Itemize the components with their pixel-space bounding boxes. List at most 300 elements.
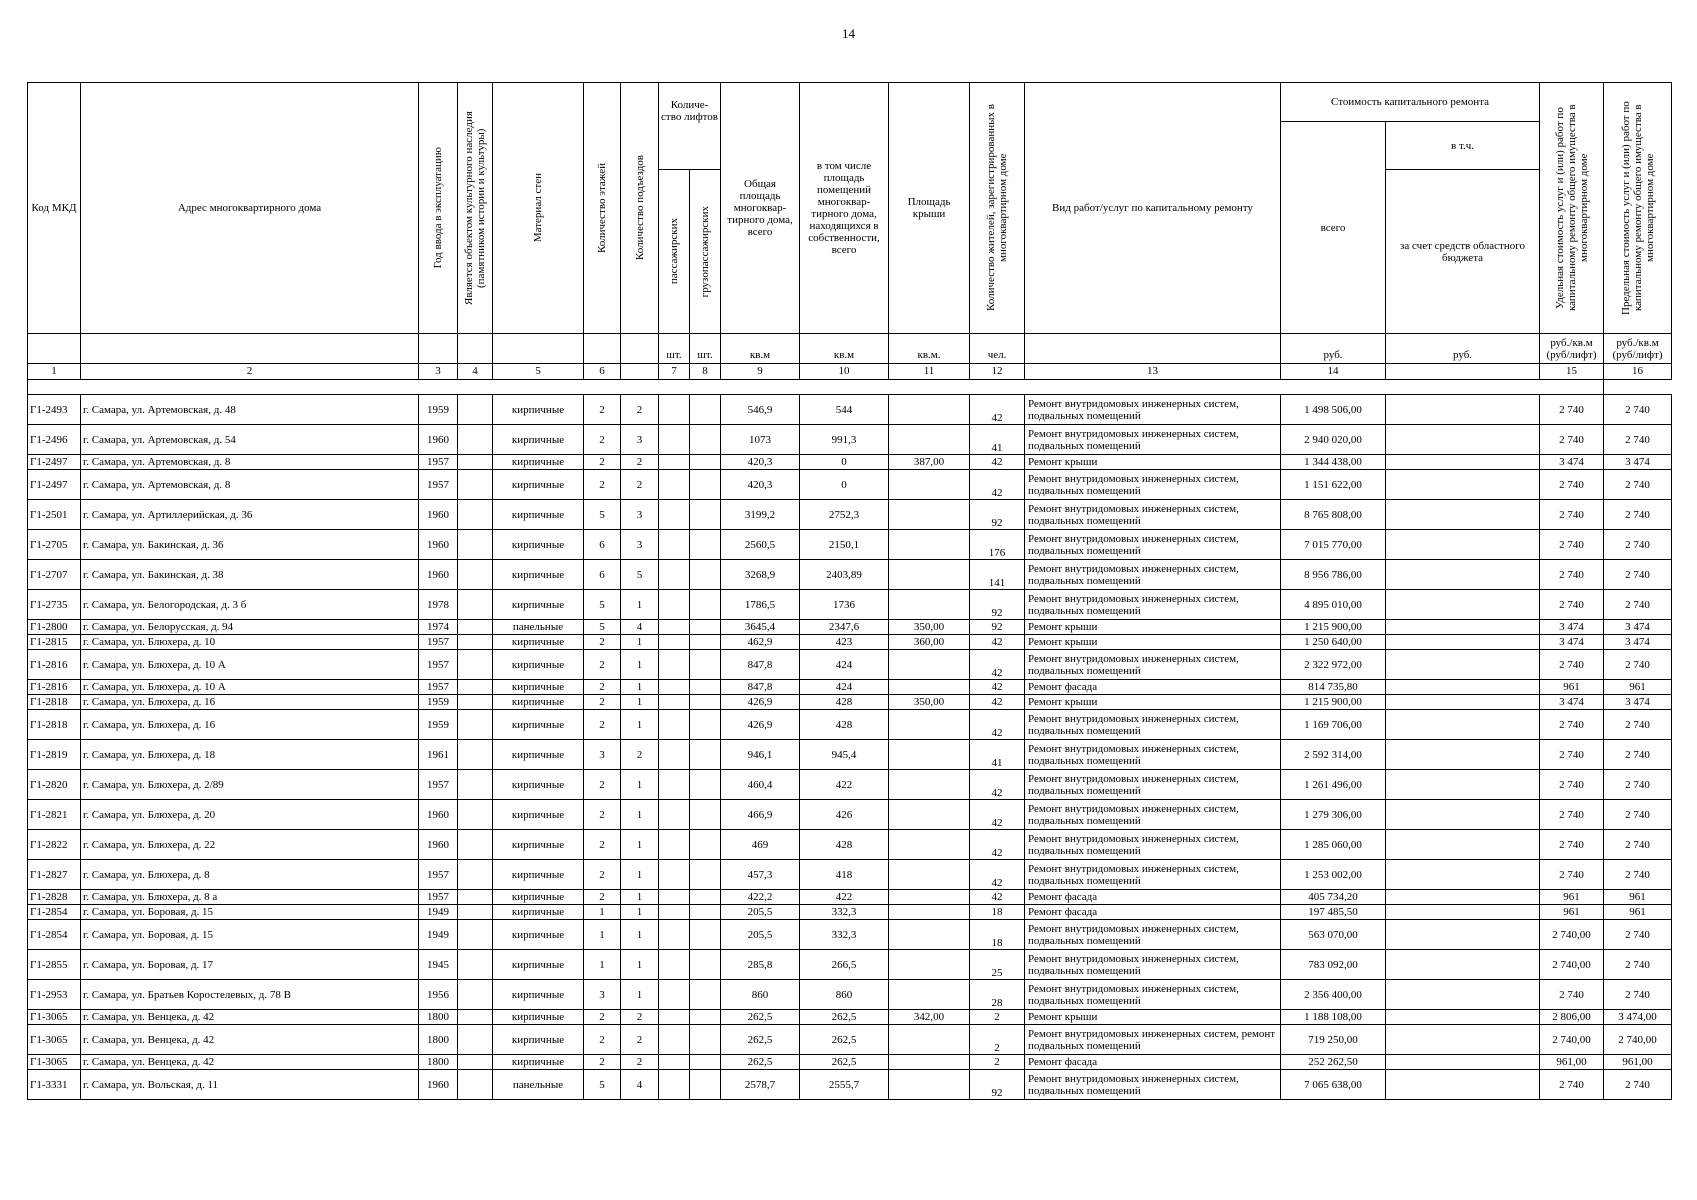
cell-address: г. Самара, ул. Бакинская, д. 38 (81, 560, 419, 590)
cell-year: 1957 (419, 890, 458, 905)
cell-entrances: 2 (621, 1025, 659, 1055)
cell-area-owned: 422 (800, 890, 889, 905)
cell-area-owned: 2347,6 (800, 620, 889, 635)
cell-unit-cost: 961 (1540, 905, 1604, 920)
cell-area-owned: 266,5 (800, 950, 889, 980)
cell-residents: 42 (970, 890, 1025, 905)
repair-register-table (27, 82, 1672, 1100)
cell-area-total: 460,4 (721, 770, 800, 800)
cell-area-total: 466,9 (721, 800, 800, 830)
cell-heritage (458, 530, 493, 560)
cell-unit-cost: 2 740,00 (1540, 1025, 1604, 1055)
cell-residents: 2 (970, 1010, 1025, 1025)
cell-cost-regional (1386, 635, 1540, 650)
cell-limit-cost: 961,00 (1604, 1055, 1672, 1070)
cell-cost-regional (1386, 710, 1540, 740)
cell-entrances: 1 (621, 680, 659, 695)
cell-heritage (458, 980, 493, 1010)
cell-cost-total: 405 734,20 (1281, 890, 1386, 905)
cell-unit-cost: 2 740 (1540, 770, 1604, 800)
cell-heritage (458, 500, 493, 530)
cell-floors: 2 (584, 650, 621, 680)
cell-unit-cost: 2 740 (1540, 590, 1604, 620)
cell-lifts-cargo (690, 830, 721, 860)
cell-lifts-pass (659, 635, 690, 650)
col-number: 6 (584, 364, 621, 380)
cell-cost-regional (1386, 1055, 1540, 1070)
unit-sqm: кв.м (800, 334, 889, 364)
col-number: 1 (28, 364, 81, 380)
cell-unit-cost: 2 740 (1540, 425, 1604, 455)
cell-cost-regional (1386, 905, 1540, 920)
cell-unit-cost: 2 740 (1540, 395, 1604, 425)
table-row (28, 920, 1672, 950)
th-work-type: Вид работ/услуг по капитальному ремонту (1025, 83, 1281, 334)
cell-cost-total: 252 262,50 (1281, 1055, 1386, 1070)
cell-heritage (458, 470, 493, 500)
cell-unit-cost: 2 740 (1540, 860, 1604, 890)
cell-entrances: 2 (621, 395, 659, 425)
unit-rub: руб. (1281, 334, 1386, 364)
cell-work-type: Ремонт крыши (1025, 695, 1281, 710)
cell-entrances: 1 (621, 650, 659, 680)
cell-work-type: Ремонт фасада (1025, 890, 1281, 905)
cell-lifts-cargo (690, 950, 721, 980)
cell-walls: кирпичные (493, 950, 584, 980)
cell-lifts-pass (659, 650, 690, 680)
cell-cost-regional (1386, 590, 1540, 620)
cell-lifts-cargo (690, 635, 721, 650)
table-row (28, 905, 1672, 920)
cell-lifts-cargo (690, 695, 721, 710)
cell-code: Г1-2854 (28, 920, 81, 950)
cell-floors: 5 (584, 1070, 621, 1100)
cell-walls: кирпичные (493, 710, 584, 740)
cell-roof-area (889, 860, 970, 890)
cell-heritage (458, 950, 493, 980)
cell-residents: 2 (970, 1055, 1025, 1070)
cell-code: Г1-2854 (28, 905, 81, 920)
cell-cost-total: 1 215 900,00 (1281, 620, 1386, 635)
cell-area-total: 457,3 (721, 860, 800, 890)
cell-residents: 42 (970, 395, 1025, 425)
th-cost-regional: за счет средств областного бюджета (1386, 170, 1540, 334)
cell-cost-total: 197 485,50 (1281, 905, 1386, 920)
cell-residents: 25 (970, 950, 1025, 980)
cell-cost-total: 1 169 706,00 (1281, 710, 1386, 740)
cell-entrances: 3 (621, 530, 659, 560)
cell-cost-total: 1 253 002,00 (1281, 860, 1386, 890)
cell-lifts-pass (659, 455, 690, 470)
cell-heritage (458, 650, 493, 680)
cell-walls: кирпичные (493, 860, 584, 890)
cell-heritage (458, 770, 493, 800)
cell-cost-regional (1386, 890, 1540, 905)
cell-entrances: 1 (621, 980, 659, 1010)
cell-area-total: 262,5 (721, 1055, 800, 1070)
cell-unit-cost: 2 740,00 (1540, 950, 1604, 980)
cell-floors: 1 (584, 905, 621, 920)
col-number: 11 (889, 364, 970, 380)
cell-lifts-pass (659, 800, 690, 830)
table-row (28, 770, 1672, 800)
cell-unit-cost: 2 740 (1540, 530, 1604, 560)
cell-lifts-cargo (690, 530, 721, 560)
cell-residents: 92 (970, 500, 1025, 530)
cell-cost-regional (1386, 800, 1540, 830)
cell-floors: 2 (584, 860, 621, 890)
cell-cost-total: 1 151 622,00 (1281, 470, 1386, 500)
cell-area-total: 205,5 (721, 905, 800, 920)
cell-year: 1949 (419, 920, 458, 950)
cell-address: г. Самара, ул. Артиллерийская, д. 36 (81, 500, 419, 530)
cell-cost-regional (1386, 980, 1540, 1010)
cell-roof-area (889, 920, 970, 950)
cell-area-total: 1786,5 (721, 590, 800, 620)
cell-area-owned: 544 (800, 395, 889, 425)
cell-heritage (458, 395, 493, 425)
cell-lifts-pass (659, 905, 690, 920)
cell-limit-cost: 2 740,00 (1604, 1025, 1672, 1055)
cell-floors: 5 (584, 620, 621, 635)
cell-year: 1974 (419, 620, 458, 635)
cell-limit-cost: 2 740 (1604, 740, 1672, 770)
table-row (28, 950, 1672, 980)
cell-address: г. Самара, ул. Боровая, д. 15 (81, 920, 419, 950)
cell-cost-regional (1386, 650, 1540, 680)
cell-floors: 1 (584, 950, 621, 980)
page-number: 14 (842, 26, 855, 41)
cell-residents: 92 (970, 590, 1025, 620)
cell-cost-regional (1386, 395, 1540, 425)
cell-roof-area (889, 650, 970, 680)
cell-walls: кирпичные (493, 425, 584, 455)
cell-address: г. Самара, ул. Артемовская, д. 8 (81, 455, 419, 470)
col-number: 4 (458, 364, 493, 380)
col-number: 5 (493, 364, 584, 380)
cell-code: Г1-3065 (28, 1010, 81, 1025)
cell-area-total: 205,5 (721, 920, 800, 950)
cell-address: г. Самара, ул. Артемовская, д. 54 (81, 425, 419, 455)
col-number: 16 (1604, 364, 1672, 380)
cell-code: Г1-2816 (28, 650, 81, 680)
cell-code: Г1-2501 (28, 500, 81, 530)
table-row (28, 800, 1672, 830)
th-area-total: Общая площадь многоквар-тирного дома, всего (721, 83, 800, 334)
cell-area-owned: 332,3 (800, 920, 889, 950)
th-cost-total: всего (1281, 122, 1386, 334)
cell-unit-cost: 2 740 (1540, 980, 1604, 1010)
cell-lifts-cargo (690, 980, 721, 1010)
cell-walls: кирпичные (493, 680, 584, 695)
table-row (28, 710, 1672, 740)
cell-cost-total: 1 498 506,00 (1281, 395, 1386, 425)
cell-lifts-cargo (690, 500, 721, 530)
cell-address: г. Самара, ул. Блюхера, д. 20 (81, 800, 419, 830)
cell-work-type: Ремонт внутридомовых инженерных систем, подвальных помещений (1025, 590, 1281, 620)
cell-year: 1960 (419, 830, 458, 860)
cell-area-total: 860 (721, 980, 800, 1010)
cell-unit-cost: 961,00 (1540, 1055, 1604, 1070)
col-number: 2 (81, 364, 419, 380)
cell-lifts-cargo (690, 1010, 721, 1025)
cell-heritage (458, 800, 493, 830)
col-number: 15 (1540, 364, 1604, 380)
unit-pcs: шт. (690, 334, 721, 364)
th-walls: Материал стен (493, 83, 584, 334)
cell-entrances: 1 (621, 710, 659, 740)
unit-sqm: кв.м. (889, 334, 970, 364)
cell-work-type: Ремонт внутридомовых инженерных систем, подвальных помещений (1025, 560, 1281, 590)
cell-roof-area (889, 740, 970, 770)
col-number: 8 (690, 364, 721, 380)
table-row (28, 560, 1672, 590)
table-row (28, 1025, 1672, 1055)
cell-heritage (458, 1010, 493, 1025)
cell-residents: 92 (970, 1070, 1025, 1100)
cell-area-owned: 2752,3 (800, 500, 889, 530)
spacer-row (28, 380, 1672, 395)
cell-floors: 2 (584, 635, 621, 650)
table-row (28, 980, 1672, 1010)
cell-roof-area (889, 1070, 970, 1100)
cell-year: 1960 (419, 500, 458, 530)
cell-floors: 2 (584, 1010, 621, 1025)
cell-roof-area (889, 980, 970, 1010)
cell-entrances: 1 (621, 635, 659, 650)
cell-roof-area (889, 500, 970, 530)
cell-unit-cost: 3 474 (1540, 620, 1604, 635)
cell-walls: кирпичные (493, 890, 584, 905)
cell-area-owned: 2150,1 (800, 530, 889, 560)
cell-code: Г1-2818 (28, 695, 81, 710)
cell-residents: 42 (970, 635, 1025, 650)
cell-lifts-pass (659, 860, 690, 890)
cell-residents: 41 (970, 425, 1025, 455)
cell-roof-area (889, 905, 970, 920)
cell-cost-regional (1386, 950, 1540, 980)
cell-limit-cost: 2 740 (1604, 980, 1672, 1010)
cell-lifts-cargo (690, 455, 721, 470)
cell-work-type: Ремонт внутридомовых инженерных систем, подвальных помещений (1025, 425, 1281, 455)
cell-entrances: 1 (621, 860, 659, 890)
cell-walls: кирпичные (493, 695, 584, 710)
cell-work-type: Ремонт внутридомовых инженерных систем, ремонт подвальных помещений (1025, 1025, 1281, 1055)
cell-roof-area (889, 950, 970, 980)
cell-cost-regional (1386, 770, 1540, 800)
cell-unit-cost: 2 740 (1540, 560, 1604, 590)
cell-roof-area (889, 395, 970, 425)
cell-entrances: 2 (621, 1055, 659, 1070)
cell-year: 1957 (419, 860, 458, 890)
cell-area-owned: 262,5 (800, 1055, 889, 1070)
cell-unit-cost: 2 740 (1540, 650, 1604, 680)
cell-cost-regional (1386, 695, 1540, 710)
cell-work-type: Ремонт внутридомовых инженерных систем, подвальных помещений (1025, 770, 1281, 800)
cell-floors: 6 (584, 560, 621, 590)
cell-floors: 5 (584, 590, 621, 620)
table-row (28, 395, 1672, 425)
units-row (28, 334, 1672, 364)
th-unit-cost: Удельная стоимость услуг и (или) работ по капитальному ремонту общего имущества в многоквартирном доме (1540, 83, 1604, 334)
cell-code: Г1-2496 (28, 425, 81, 455)
cell-code: Г1-2820 (28, 770, 81, 800)
cell-lifts-cargo (690, 920, 721, 950)
cell-residents: 42 (970, 695, 1025, 710)
cell-floors: 2 (584, 800, 621, 830)
cell-area-total: 426,9 (721, 710, 800, 740)
cell-lifts-pass (659, 425, 690, 455)
cell-limit-cost: 961 (1604, 680, 1672, 695)
cell-lifts-cargo (690, 770, 721, 800)
cell-area-owned: 860 (800, 980, 889, 1010)
table-row (28, 680, 1672, 695)
cell-floors: 2 (584, 680, 621, 695)
cell-work-type: Ремонт фасада (1025, 680, 1281, 695)
cell-lifts-cargo (690, 905, 721, 920)
cell-limit-cost: 2 740 (1604, 470, 1672, 500)
table-row (28, 1010, 1672, 1025)
cell-lifts-pass (659, 680, 690, 695)
cell-cost-total: 1 215 900,00 (1281, 695, 1386, 710)
cell-heritage (458, 905, 493, 920)
cell-heritage (458, 620, 493, 635)
cell-cost-regional (1386, 620, 1540, 635)
cell-address: г. Самара, ул. Блюхера, д. 10 А (81, 680, 419, 695)
cell-entrances: 3 (621, 425, 659, 455)
cell-code: Г1-2800 (28, 620, 81, 635)
cell-address: г. Самара, ул. Венцека, д. 42 (81, 1010, 419, 1025)
cell-code: Г1-2821 (28, 800, 81, 830)
cell-lifts-cargo (690, 710, 721, 740)
cell-unit-cost: 2 740 (1540, 470, 1604, 500)
cell-limit-cost: 3 474 (1604, 455, 1672, 470)
table-row (28, 590, 1672, 620)
cell-floors: 1 (584, 920, 621, 950)
cell-residents: 141 (970, 560, 1025, 590)
cell-cost-total: 1 188 108,00 (1281, 1010, 1386, 1025)
cell-heritage (458, 920, 493, 950)
cell-limit-cost: 2 740 (1604, 650, 1672, 680)
cell-lifts-cargo (690, 860, 721, 890)
th-lifts: Количе-ство лифтов (659, 83, 721, 170)
cell-address: г. Самара, ул. Блюхера, д. 10 А (81, 650, 419, 680)
cell-cost-total: 1 261 496,00 (1281, 770, 1386, 800)
cell-address: г. Самара, ул. Блюхера, д. 8 а (81, 890, 419, 905)
cell-year: 1960 (419, 560, 458, 590)
cell-limit-cost: 2 740 (1604, 770, 1672, 800)
cell-address: г. Самара, ул. Белогородская, д. 3 б (81, 590, 419, 620)
cell-floors: 2 (584, 695, 621, 710)
cell-area-owned: 991,3 (800, 425, 889, 455)
cell-lifts-cargo (690, 800, 721, 830)
cell-cost-regional (1386, 680, 1540, 695)
cell-code: Г1-2497 (28, 470, 81, 500)
cell-heritage (458, 590, 493, 620)
cell-walls: кирпичные (493, 1010, 584, 1025)
cell-walls: панельные (493, 1070, 584, 1100)
cell-lifts-pass (659, 1070, 690, 1100)
cell-code: Г1-2818 (28, 710, 81, 740)
cell-code: Г1-2497 (28, 455, 81, 470)
cell-cost-regional (1386, 920, 1540, 950)
cell-area-total: 469 (721, 830, 800, 860)
cell-address: г. Самара, ул. Блюхера, д. 16 (81, 695, 419, 710)
cell-unit-cost: 2 740 (1540, 710, 1604, 740)
cell-code: Г1-2827 (28, 860, 81, 890)
cell-lifts-cargo (690, 395, 721, 425)
cell-residents: 42 (970, 455, 1025, 470)
cell-address: г. Самара, ул. Артемовская, д. 48 (81, 395, 419, 425)
table-row (28, 530, 1672, 560)
cell-lifts-cargo (690, 620, 721, 635)
cell-roof-area: 387,00 (889, 455, 970, 470)
cell-area-owned: 0 (800, 470, 889, 500)
cell-heritage (458, 890, 493, 905)
cell-walls: кирпичные (493, 770, 584, 800)
cell-code: Г1-2493 (28, 395, 81, 425)
cell-roof-area (889, 770, 970, 800)
cell-year: 1800 (419, 1025, 458, 1055)
cell-work-type: Ремонт внутридомовых инженерных систем, подвальных помещений (1025, 800, 1281, 830)
cell-walls: кирпичные (493, 800, 584, 830)
cell-floors: 2 (584, 470, 621, 500)
cell-year: 1957 (419, 770, 458, 800)
cell-cost-regional (1386, 425, 1540, 455)
cell-roof-area (889, 890, 970, 905)
th-lifts-cargo: грузопассажирских (690, 170, 721, 334)
cell-year: 1957 (419, 470, 458, 500)
cell-walls: панельные (493, 620, 584, 635)
cell-area-total: 462,9 (721, 635, 800, 650)
table-row (28, 500, 1672, 530)
cell-cost-total: 1 285 060,00 (1281, 830, 1386, 860)
cell-address: г. Самара, ул. Бакинская, д. 36 (81, 530, 419, 560)
table-row (28, 740, 1672, 770)
cell-area-total: 262,5 (721, 1010, 800, 1025)
cell-lifts-pass (659, 740, 690, 770)
cell-work-type: Ремонт крыши (1025, 455, 1281, 470)
cell-floors: 2 (584, 890, 621, 905)
col-number: 14 (1281, 364, 1386, 380)
cell-lifts-pass (659, 770, 690, 800)
cell-cost-total: 719 250,00 (1281, 1025, 1386, 1055)
cell-floors: 6 (584, 530, 621, 560)
cell-area-total: 426,9 (721, 695, 800, 710)
cell-work-type: Ремонт внутридомовых инженерных систем, подвальных помещений (1025, 395, 1281, 425)
cell-unit-cost: 3 474 (1540, 695, 1604, 710)
th-code: Код МКД (28, 83, 81, 334)
th-residents: Количество жителей, зарегистрированных в многоквартирном доме (970, 83, 1025, 334)
th-roof-area: Площадь крыши (889, 83, 970, 334)
cell-limit-cost: 3 474,00 (1604, 1010, 1672, 1025)
cell-roof-area (889, 1025, 970, 1055)
cell-residents: 42 (970, 800, 1025, 830)
col-number (1386, 364, 1540, 380)
cell-area-owned: 426 (800, 800, 889, 830)
col-number: 10 (800, 364, 889, 380)
unit-sqm: кв.м (721, 334, 800, 364)
column-numbers-row (28, 364, 1672, 380)
col-number: 7 (659, 364, 690, 380)
cell-cost-regional (1386, 1010, 1540, 1025)
cell-code: Г1-2815 (28, 635, 81, 650)
cell-lifts-cargo (690, 425, 721, 455)
cell-area-owned: 1736 (800, 590, 889, 620)
cell-floors: 2 (584, 425, 621, 455)
cell-area-total: 3268,9 (721, 560, 800, 590)
cell-year: 1957 (419, 650, 458, 680)
